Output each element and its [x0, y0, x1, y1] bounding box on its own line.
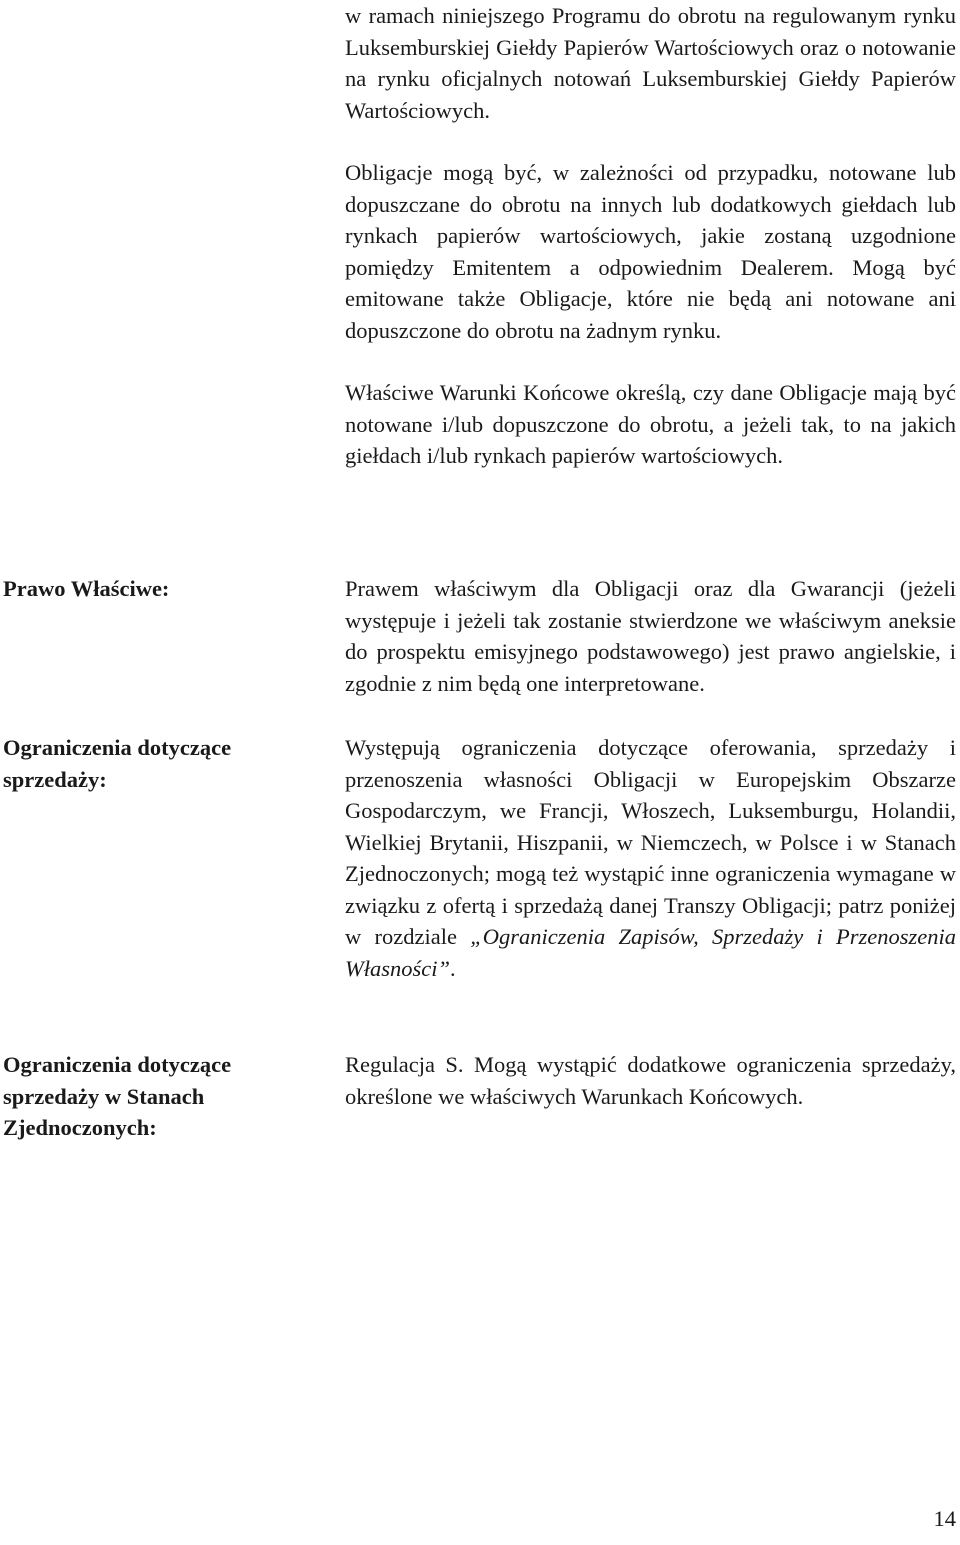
- selling-restrictions-body: Występują ograniczenia dotyczące oferowania, sprzedaży i przenoszenia własności Obligacji w Europejskim Obszarze Gospodarczym, we Francji, Włoszech, Luksemburgu, Holandii, Wielkiej Brytanii, Hiszpanii, w Niemczech, w Polsce i w Stanach Zjednoczonych; mogą też wystąpić inne ograniczenia wymagane w związku z ofertą i sprzedażą danej Transzy Obligacji; patrz poniżej w rozdziale: [345, 735, 956, 949]
- us-restrictions-text: Regulacja S. Mogą wystąpić dodatkowe ograniczenia sprzedaży, określone we właściwych Warunkach Końcowych.: [345, 1052, 956, 1109]
- page-number: 14: [933, 1506, 956, 1531]
- intro-paragraph-2: Obligacje mogą być, w zależności od przypadku, notowane lub dopuszczane do obrotu na innych lub dodatkowych giełdach lub rynkach papierów wartościowych, jakie zostaną uzgodnione pomiędzy Emitentem a odpowiednim Dealerem. Mogą być emitowane także Obligacje, które nie będą ani notowane ani dopuszczone do obrotu na żadnym rynku.: [345, 160, 956, 343]
- section-text-selling-restrictions: [345, 732, 956, 984]
- intro-paragraph-1: w ramach niniejszego Programu do obrotu na regulowanym rynku Luksemburskiej Giełdy Papierów Wartościowych oraz o notowanie na rynku oficjalnych notowań Luksemburskiej Giełdy Papierów Wartościowych.: [345, 3, 956, 123]
- section-text-governing-law: [345, 573, 956, 699]
- selling-restrictions-end: .: [450, 955, 456, 981]
- section-label-governing-law: Prawo Właściwe:: [3, 576, 170, 601]
- governing-law-text: Prawem właściwym dla Obligacji oraz dla Gwarancji (jeżeli występuje i jeżeli tak zostanie stwierdzone we właściwym aneksie do prospektu emisyjnego podstawowego) jest prawo angielskie, i zgodnie z nim będą one interpretowane.: [345, 576, 956, 696]
- section-text-us-restrictions: [345, 1049, 956, 1112]
- selling-restrictions-reference: „Ograniczenia Zapisów, Sprzedaży i Przenoszenia Własności”: [345, 924, 956, 981]
- section-label-selling-restrictions: Ograniczenia dotyczące sprzedaży:: [3, 735, 232, 792]
- selling-restrictions-text: [345, 732, 956, 984]
- intro-paragraph-3: Właściwe Warunki Końcowe określą, czy dane Obligacje mają być notowane i/lub dopuszczone do obrotu, a jeżeli tak, to na jakich giełdach i/lub rynkach papierów wartościowych.: [345, 380, 956, 468]
- intro-block: [345, 0, 956, 472]
- section-label-us-restrictions: Ograniczenia dotyczące sprzedaży w Stanach Zjednoczonych:: [3, 1052, 232, 1140]
